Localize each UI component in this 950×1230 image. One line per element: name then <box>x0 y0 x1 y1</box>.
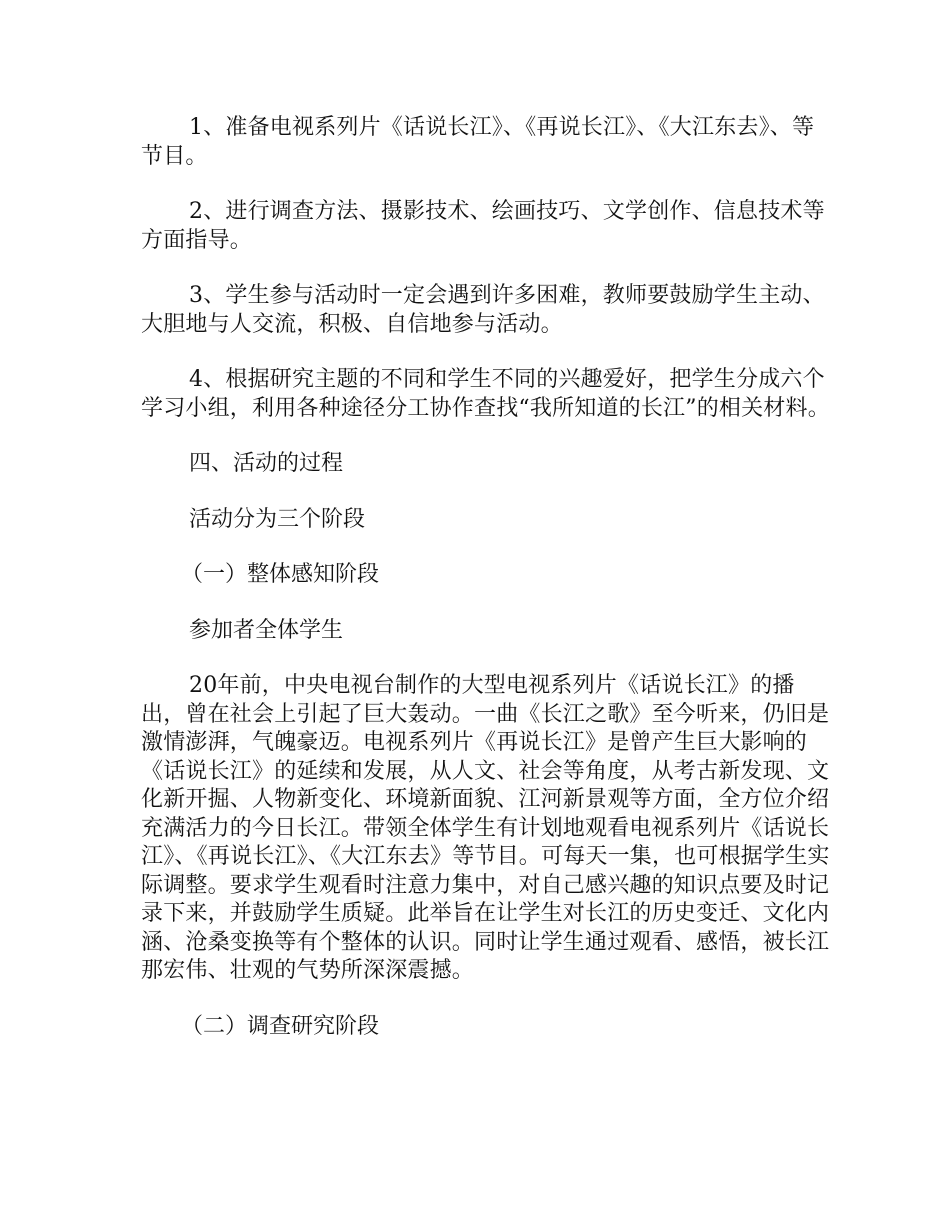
stage2-title: （二）调查研究阶段 <box>181 1013 380 1039</box>
list-item: 4、根据研究主题的不同和学生不同的兴趣爱好，把学生分成六个学习小组，利用各种途径分工协作查找“我所知道的长江”的相关材料。 <box>141 367 830 421</box>
stages-intro: 活动分为三个阶段 <box>189 506 366 532</box>
list-item: 1、准备电视系列片《话说长江》、《再说长江》、《大江东去》、等节目。 <box>141 115 815 169</box>
document-page <box>141 114 831 1068</box>
list-item: 3、学生参与活动时一定会遇到许多困难，教师要鼓励学生主动、大胆地与人交流，积极、自信地参与活动。 <box>141 283 825 337</box>
participants-line: 参加者全体学生 <box>189 617 344 643</box>
stage1-body: 20年前，中央电视台制作的大型电视系列片《话说长江》的播出，曾在社会上引起了巨大轰动。一曲《长江之歌》至今听来，仍旧是激情澎湃，气魄豪迈。电视系列片《再说长江》是曾产生巨大影响的《话说长江》的延续和发展，从人文、社会等角度，从考古新发现、文化新开掘、人物新变化、环境新面貌、江河新景观等方面，全方位介绍充满活力的今日长江。带领全体学生有计划地观看电视系列片《话说长江》、《再说长江》、《大江东去》等节目。可每天一集，也可根据学生实际调整。要求学生观看时注意力集中，对自己感兴趣的知识点要及时记录下来，并鼓励学生质疑。此举旨在让学生对长江的历史变迁、文化内涵、沧桑变换等有个整体的认识。同时让学生通过观看、感悟，被长江那宏伟、壮观的气势所深深震撼。 <box>141 673 830 983</box>
stage1-title: （一）整体感知阶段 <box>181 562 380 587</box>
section-title: 四、活动的过程 <box>189 451 344 476</box>
list-item: 2、进行调查方法、摄影技术、绘画技巧、文学创作、信息技术等方面指导。 <box>141 199 825 253</box>
